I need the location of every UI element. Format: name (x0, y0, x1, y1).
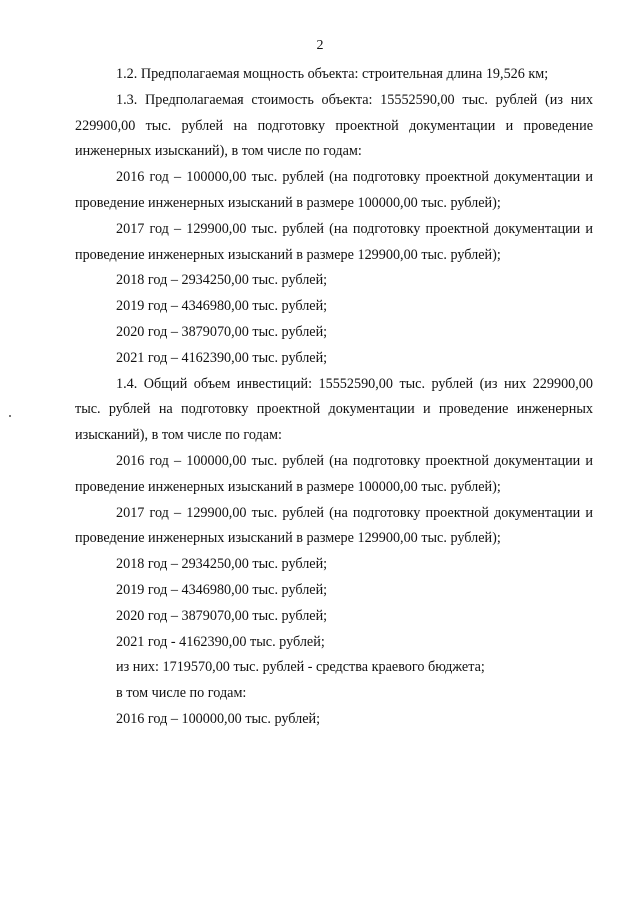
paragraph-estimated-cost: 1.3. Предполагаемая стоимость объекта: 15552590,00 тыс. рублей (из них 229900,00 тыс. рублей на подготовку проектной документации и проведение инженерных изысканий), в том числе по годам: (75, 91, 593, 160)
page-number: 2 (316, 38, 324, 53)
paragraph-2019-cost: 2019 год – 4346980,00 тыс. рублей; (116, 298, 328, 315)
paragraph-2020-cost: 2020 год – 3879070,00 тыс. рублей; (116, 323, 328, 340)
paragraph-2021-cost: 2021 год – 4162390,00 тыс. рублей; (116, 349, 328, 366)
paragraph-2018-cost: 2018 год – 2934250,00 тыс. рублей; (116, 272, 328, 289)
paragraph-2017-cost: 2017 год – 129900,00 тыс. рублей (на подготовку проектной документации и проведение инженерных изысканий в размере 129900,00 тыс. рублей); (75, 220, 593, 263)
paragraph-2021-investment: 2021 год - 4162390,00 тыс. рублей; (116, 633, 325, 650)
paragraph-by-years: в том числе по годам: (116, 685, 247, 702)
paragraph-2016-budget: 2016 год – 100000,00 тыс. рублей; (116, 710, 321, 727)
paragraph-capacity: 1.2. Предполагаемая мощность объекта: строительная длина 19,526 км; (116, 66, 549, 82)
paragraph-total-investment: 1.4. Общий объем инвестиций: 15552590,00 тыс. рублей (из них 229900,00 тыс. рублей на подготовку проектной документации и проведение инженерных изысканий), в том числе по годам: (75, 375, 593, 444)
paragraph-2017-investment: 2017 год – 129900,00 тыс. рублей (на подготовку проектной документации и проведение инженерных изысканий в размере 129900,00 тыс. рублей); (75, 504, 593, 547)
paragraph-regional-budget: из них: 1719570,00 тыс. рублей - средства краевого бюджета; (116, 659, 485, 676)
document-body (75, 62, 593, 733)
paragraph-2020-investment: 2020 год – 3879070,00 тыс. рублей; (116, 607, 328, 624)
scan-artifact (9, 415, 11, 417)
paragraph-2016-cost: 2016 год – 100000,00 тыс. рублей (на подготовку проектной документации и проведение инженерных изысканий в размере 100000,00 тыс. рублей); (75, 169, 593, 211)
paragraph-2018-investment: 2018 год – 2934250,00 тыс. рублей; (116, 556, 328, 573)
paragraph-2019-investment: 2019 год – 4346980,00 тыс. рублей; (116, 581, 328, 598)
paragraph-2016-investment: 2016 год – 100000,00 тыс. рублей (на подготовку проектной документации и проведение инженерных изысканий в размере 100000,00 тыс. рублей); (75, 452, 593, 495)
